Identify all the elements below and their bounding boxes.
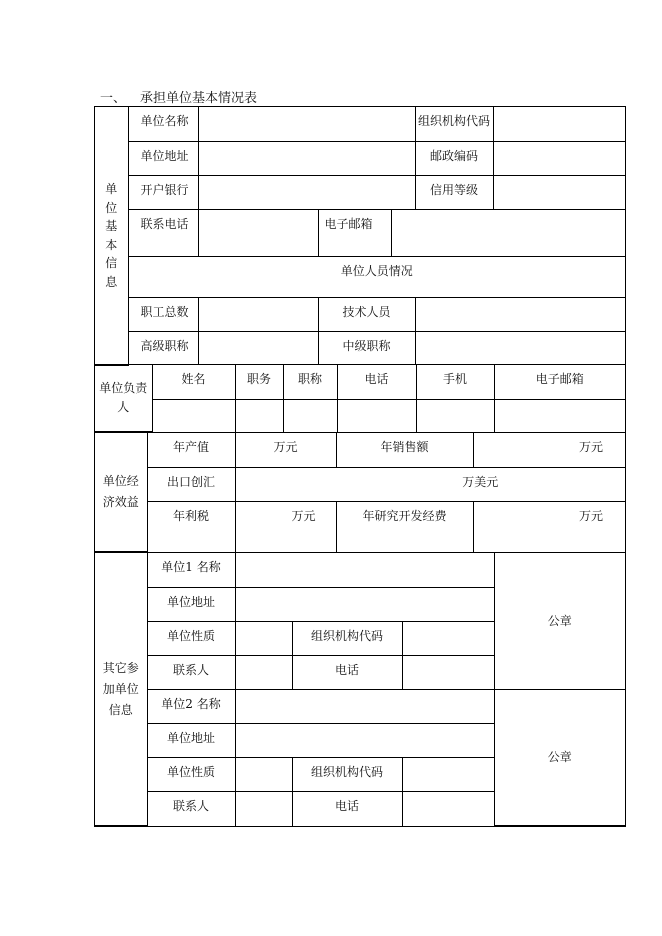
postal-code-field[interactable] [493, 141, 625, 175]
unit1-phone-field[interactable] [402, 655, 494, 689]
rnd-unit: 万元 [473, 501, 625, 552]
annual-output-unit: 万元 [235, 433, 336, 467]
unit2-nature-label: 单位性质 [147, 757, 235, 791]
unit1-contact-label: 联系人 [147, 655, 235, 689]
senior-title-field[interactable] [198, 331, 318, 365]
unit2-name-field[interactable] [235, 689, 494, 723]
economic-table [94, 432, 626, 553]
leader-phone-field[interactable] [337, 399, 416, 432]
basic-info-table [94, 106, 626, 365]
unit1-contact-field[interactable] [235, 655, 292, 689]
unit1-address-label: 单位地址 [147, 587, 235, 621]
rnd-label: 年研究开发经费 [336, 501, 473, 552]
unit-address-field[interactable] [198, 141, 415, 175]
annual-tax-label: 年利税 [147, 501, 235, 552]
leader-position-field[interactable] [235, 399, 283, 432]
bank-label: 开户银行 [128, 175, 198, 209]
annual-tax-unit: 万元 [235, 501, 336, 552]
unit1-nature-label: 单位性质 [147, 621, 235, 655]
unit1-name-label: 单位1 名称 [147, 553, 235, 587]
unit2-contact-label: 联系人 [147, 791, 235, 826]
unit1-name-field[interactable] [235, 553, 494, 587]
leader-side-label: 单位负责 人 [95, 365, 152, 432]
leader-header-mobile: 手机 [416, 365, 494, 399]
tech-staff-label: 技术人员 [318, 297, 415, 331]
unit-address-label: 单位地址 [128, 141, 198, 175]
leader-mobile-field[interactable] [416, 399, 494, 432]
unit2-phone-field[interactable] [402, 791, 494, 826]
unit1-address-field[interactable] [235, 587, 494, 621]
leader-header-phone: 电话 [337, 365, 416, 399]
leader-header-email: 电子邮箱 [494, 365, 625, 399]
section-number: 一、 [100, 91, 127, 106]
personnel-title: 单位人员情况 [128, 256, 625, 297]
annual-sales-label: 年销售额 [336, 433, 473, 467]
unit2-address-label: 单位地址 [147, 723, 235, 757]
bank-field[interactable] [198, 175, 415, 209]
credit-label: 信用等级 [415, 175, 493, 209]
unit2-nature-field[interactable] [235, 757, 292, 791]
mid-title-label: 中级职称 [318, 331, 415, 365]
leader-header-title: 职称 [283, 365, 337, 399]
phone-field[interactable] [198, 209, 318, 256]
unit1-nature-field[interactable] [235, 621, 292, 655]
leader-header-name: 姓名 [152, 365, 235, 399]
annual-sales-unit: 万元 [473, 433, 625, 467]
other-units-side-label: 其它参 加单位 信息 [95, 553, 147, 826]
unit1-org-code-field[interactable] [402, 621, 494, 655]
unit2-phone-label: 电话 [292, 791, 402, 826]
unit2-name-label: 单位2 名称 [147, 689, 235, 723]
export-unit: 万美元 [235, 467, 625, 501]
leader-name-field[interactable] [152, 399, 235, 432]
unit2-org-code-label: 组织机构代码 [292, 757, 402, 791]
unit-name-field[interactable] [198, 107, 415, 141]
unit1-phone-label: 电话 [292, 655, 402, 689]
unit2-address-field[interactable] [235, 723, 494, 757]
leader-header-position: 职务 [235, 365, 283, 399]
leader-table [94, 364, 626, 433]
org-code-field[interactable] [493, 107, 625, 141]
senior-title-label: 高级职称 [128, 331, 198, 365]
unit2-seal: 公章 [494, 689, 625, 826]
unit1-seal: 公章 [494, 553, 625, 689]
postal-code-label: 邮政编码 [415, 141, 493, 175]
total-staff-label: 职工总数 [128, 297, 198, 331]
unit1-org-code-label: 组织机构代码 [292, 621, 402, 655]
total-staff-field[interactable] [198, 297, 318, 331]
annual-output-label: 年产值 [147, 433, 235, 467]
leader-title-field[interactable] [283, 399, 337, 432]
export-label: 出口创汇 [147, 467, 235, 501]
org-code-label: 组织机构代码 [415, 107, 493, 141]
leader-email-field[interactable] [494, 399, 625, 432]
credit-field[interactable] [493, 175, 625, 209]
basic-info-side-label: 单 位 基 本 信 息 [95, 107, 128, 365]
mid-title-field[interactable] [415, 331, 625, 365]
tech-staff-field[interactable] [415, 297, 625, 331]
section-title: 承担单位基本情况表 [140, 91, 258, 106]
unit-name-label: 单位名称 [128, 107, 198, 141]
email-field[interactable] [391, 209, 625, 256]
email-label: 电子邮箱 [318, 209, 391, 256]
economic-side-label: 单位经 济效益 [95, 433, 147, 552]
other-units-table [94, 552, 626, 827]
section-heading [100, 87, 257, 106]
unit2-org-code-field[interactable] [402, 757, 494, 791]
phone-label: 联系电话 [128, 209, 198, 256]
unit2-contact-field[interactable] [235, 791, 292, 826]
